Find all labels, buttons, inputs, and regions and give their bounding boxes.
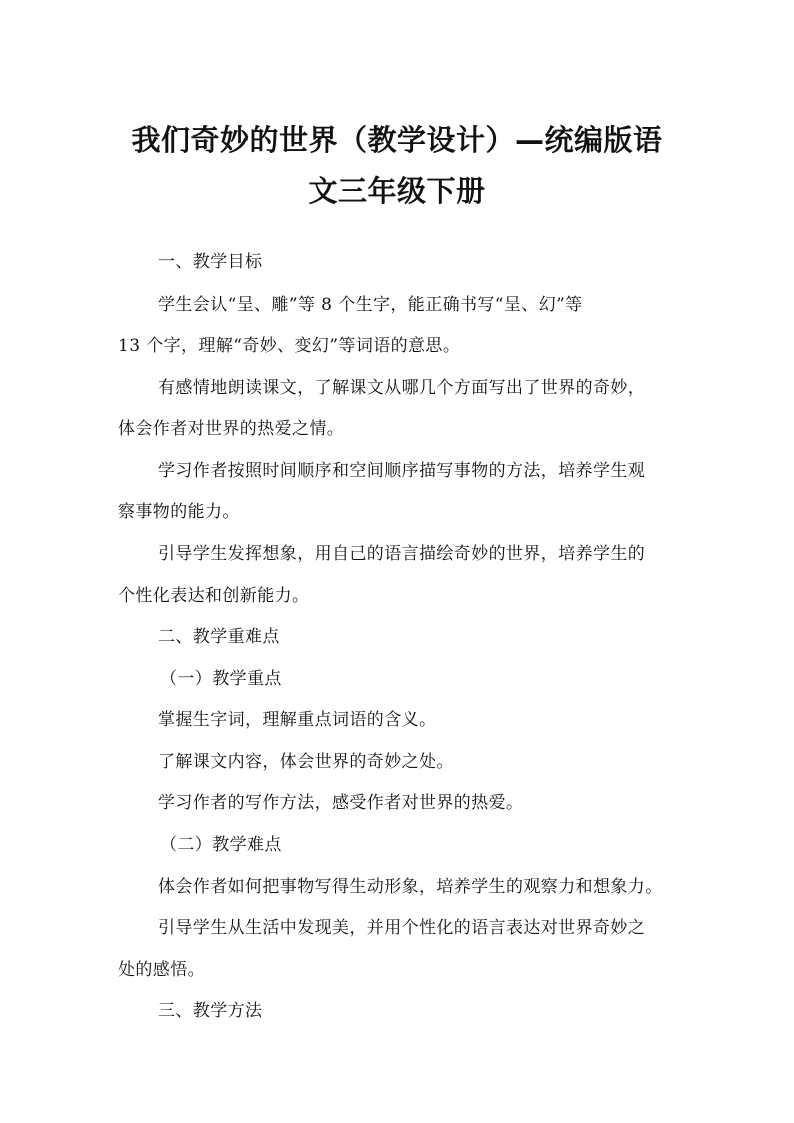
section-heading-methods: 三、教学方法	[158, 1001, 263, 1021]
subsection-heading-difficulties: （二）教学难点	[160, 835, 282, 855]
paragraph-line: 学习作者的写作方法，感受作者对世界的热爱。	[158, 793, 524, 813]
section-heading-key-points: 二、教学重难点	[158, 627, 280, 647]
paragraph-line: 掌握生字词，理解重点词语的含义。	[158, 710, 437, 730]
document-title-line-1: 我们奇妙的世界（教学设计）—统编版语	[131, 123, 663, 157]
paragraph-line: 引导学生从生活中发现美，并用个性化的语言表达对世界奇妙之	[158, 918, 646, 938]
document-title-line-2: 文三年级下册	[308, 174, 486, 208]
paragraph-line: 体会作者对世界的热爱之情。	[118, 419, 345, 439]
paragraph-line: 13 个字，理解“奇妙、变幻”等词语的意思。	[118, 336, 461, 356]
paragraph-line: 个性化表达和创新能力。	[118, 586, 310, 606]
paragraph-line: 处的感悟。	[118, 960, 205, 980]
subsection-heading-key-points: （一）教学重点	[160, 669, 282, 689]
paragraph-line: 引导学生发挥想象，用自己的语言描绘奇妙的世界，培养学生的	[158, 544, 646, 564]
paragraph-line: 学习作者按照时间顺序和空间顺序描写事物的方法，培养学生观	[158, 461, 646, 481]
paragraph-line: 有感情地朗读课文，了解课文从哪几个方面写出了世界的奇妙，	[158, 378, 646, 398]
paragraph-line: 了解课文内容，体会世界的奇妙之处。	[158, 752, 454, 772]
paragraph-line: 学生会认“呈、雕”等 8 个生字，能正确书写“呈、幻”等	[158, 295, 583, 315]
section-heading-objectives: 一、教学目标	[158, 252, 263, 272]
paragraph-line: 体会作者如何把事物写得生动形象，培养学生的观察力和想象力。	[158, 877, 663, 897]
paragraph-line: 察事物的能力。	[118, 502, 240, 522]
